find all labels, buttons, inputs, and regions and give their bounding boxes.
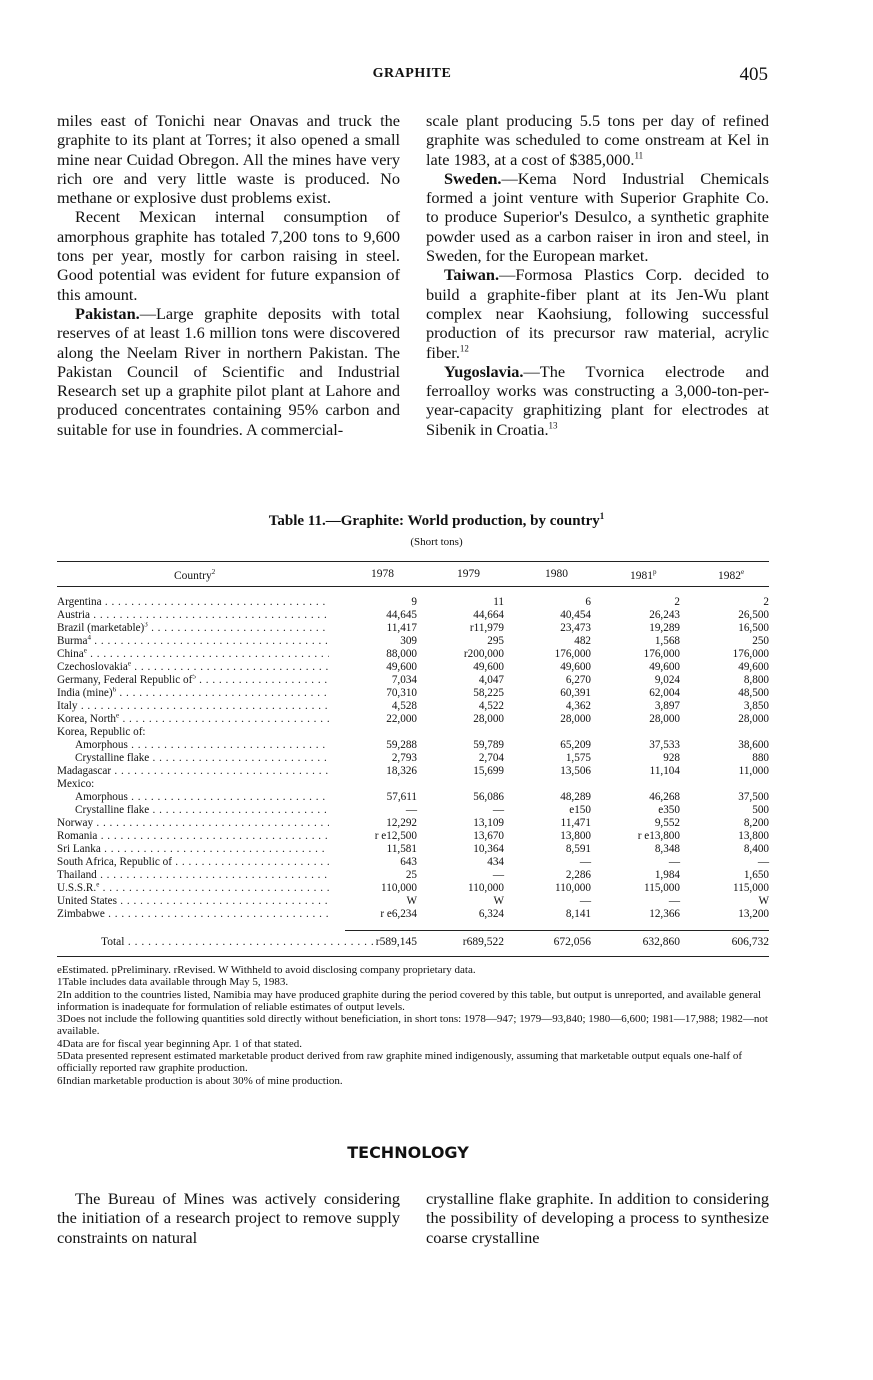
table-cell: 2,793: [391, 752, 417, 764]
section-run-in-head: Taiwan.: [444, 265, 500, 285]
table-cell: 8,800: [743, 674, 769, 686]
table-row: [57, 596, 769, 609]
table-cell: 295: [487, 635, 504, 647]
table-footnotes: [57, 964, 769, 1087]
table-cell: 60,391: [560, 687, 591, 699]
table-cell: 11,000: [738, 765, 769, 777]
table-row: [57, 635, 769, 648]
table-cell: 13,800: [738, 830, 769, 842]
paragraph-yugoslavia: Yugoslavia.—The Tvornica electrode and ferroalloy works was constructing a 3,000-ton-per-year-capacity graphitizing plant for electrodes at Sibenik in Croatia.$^{13}$: [426, 361, 769, 439]
section-run-in-head: Yugoslavia.: [444, 361, 524, 381]
footnote-1: 1Table includes data available through May 5, 1983.: [57, 976, 289, 989]
country-name: Brazil (marketable)$^3$ . . .: [57, 622, 329, 635]
table-cell: r e12,500: [374, 830, 417, 842]
table-cell: 110,000: [381, 882, 417, 894]
table-cell: 13,800: [560, 830, 591, 842]
table-cell: 49,600: [738, 661, 769, 673]
table-cell: 49,600: [386, 661, 417, 673]
paragraph: scale plant producing 5.5 tons per day of refined graphite was scheduled to come onstream at Kel in late 1983, at a cost of $385,000.11: [426, 111, 769, 169]
table-cell: 176,000: [732, 648, 769, 660]
country-name: Madagascar . . .: [57, 765, 329, 778]
table-row: [57, 908, 769, 921]
table-cell: 9: [411, 596, 417, 608]
table-cell: e350: [658, 804, 680, 816]
table-cell: r200,000: [463, 648, 504, 660]
table-cell: 44,664: [473, 609, 504, 621]
table-cell: 4,362: [565, 700, 591, 712]
body-column-right: [426, 111, 769, 439]
total-label: Total . . .: [101, 936, 373, 949]
table-cell: 434: [487, 856, 504, 868]
table-cell: r589,145: [375, 936, 417, 948]
footnote-4: 4Data are for fiscal year beginning Apr. 1 of that stated.: [57, 1037, 302, 1050]
table-cell: 8,200: [743, 817, 769, 829]
section-run-in-head: Pakistan.: [75, 303, 140, 323]
country-name: Italy . . .: [57, 700, 329, 713]
total-rule: [345, 930, 769, 931]
table-cell: 110,000: [468, 882, 504, 894]
footnote-2: 2In addition to the countries listed, Namibia may have produced graphite during the period covered by this table, but output is unreported, and available general information is inadequate for formulation of reliable estimates of output levels.: [57, 988, 762, 1013]
table-cell: 176,000: [643, 648, 680, 660]
table-cell: 49,600: [649, 661, 680, 673]
table-row: [57, 869, 769, 882]
table-cell: 13,506: [560, 765, 591, 777]
country-name: Norway . . .: [57, 817, 329, 830]
table-title: Table 11.—Graphite: World production, by country$^1$: [268, 511, 605, 529]
column-header-1978: 1978: [371, 568, 394, 580]
column-header-1980: 1980: [545, 568, 568, 580]
body-column-right: [426, 1189, 769, 1247]
table-row: [57, 674, 769, 687]
table-cell: 11,417: [386, 622, 417, 634]
country-name: Crystalline flake . . .: [75, 752, 329, 765]
footnote-3: 3Does not include the following quantities sold directly without beneficiation, in short tons: 1978—947; 1979—93,840; 1980—6,600; 1981—17,988; 1982—not available.: [57, 1013, 768, 1038]
table-row: [57, 778, 769, 791]
table-cell: 928: [663, 752, 680, 764]
table-cell: 11: [493, 596, 504, 608]
table-cell: 115,000: [644, 882, 680, 894]
table-cell: 26,243: [649, 609, 680, 621]
table-cell: 3,897: [654, 700, 680, 712]
table-cell: 1,575: [565, 752, 591, 764]
table-row: [57, 856, 769, 869]
footnote-5: 5Data presented represent estimated marketable product derived from raw graphite mined indigenously, assuming that marketable output equals one-half of officially reported raw graphite production.: [57, 1050, 743, 1075]
table-cell: 8,400: [743, 843, 769, 855]
country-name: Thailand . . .: [57, 869, 329, 882]
table-cell: 28,000: [649, 713, 680, 725]
table-cell: 11,471: [560, 817, 591, 829]
footnote-ref: 13: [548, 420, 558, 431]
table-cell: 38,600: [738, 739, 769, 751]
table-cell: W: [758, 895, 769, 907]
table-cell: 65,209: [560, 739, 591, 751]
table-row: [57, 765, 769, 778]
table-cell: —: [579, 895, 591, 907]
table-cell: 59,288: [386, 739, 417, 751]
table-row: [57, 895, 769, 908]
table-cell: 2,286: [565, 869, 591, 881]
country-name: China$^e$ . . .: [57, 648, 329, 661]
table-row: [57, 817, 769, 830]
country-name: Germany, Federal Republic $of^5$ . . .: [57, 674, 329, 687]
table-cell: 48,500: [738, 687, 769, 699]
table-cell: 57,611: [386, 791, 417, 803]
body-column-left: [57, 111, 400, 439]
table-cell: 12,292: [386, 817, 417, 829]
country-name: South Africa, Republic of . . .: [57, 856, 329, 869]
table-cell: W: [493, 895, 504, 907]
table-cell: 48,289: [560, 791, 591, 803]
table-row: [57, 726, 769, 739]
table-cell: 250: [752, 635, 769, 647]
table-cell: 28,000: [738, 713, 769, 725]
table-cell: 16,500: [738, 622, 769, 634]
body-text-bottom: [57, 1189, 769, 1247]
table-cell: r e13,800: [637, 830, 680, 842]
table-cell: W: [406, 895, 417, 907]
table-cell: 12,366: [649, 908, 680, 920]
column-header-1979: 1979: [457, 568, 480, 580]
table-cell: 10,364: [473, 843, 504, 855]
table-row: [57, 882, 769, 895]
table-row: [57, 843, 769, 856]
table-header-rule: [57, 586, 769, 587]
table-cell: 8,591: [565, 843, 591, 855]
country-name: United States . . .: [57, 895, 329, 908]
table-row: [57, 700, 769, 713]
table-cell: 1,568: [654, 635, 680, 647]
table-cell: 2: [763, 596, 769, 608]
table-row: [57, 609, 769, 622]
table-cell: 70,310: [386, 687, 417, 699]
column-header-1981: 1981$^p$: [630, 568, 657, 582]
body-text-top: [57, 111, 769, 439]
table-cell: —: [492, 804, 504, 816]
table-cell: 13,109: [473, 817, 504, 829]
country-name: Korea, North$^e$ . . .: [57, 713, 329, 726]
country-name: Zimbabwe . . .: [57, 908, 329, 921]
table-cell: e150: [569, 804, 591, 816]
table-row-total: [57, 936, 769, 949]
table-cell: 2: [674, 596, 680, 608]
table-row: [57, 791, 769, 804]
table-cell: 4,528: [391, 700, 417, 712]
table-cell: 6: [585, 596, 591, 608]
table-row: [57, 752, 769, 765]
table-cell: 11,581: [386, 843, 417, 855]
table-top-rule: [57, 561, 769, 562]
country-name: Romania . . .: [57, 830, 329, 843]
footnote-ref: 12: [459, 343, 469, 354]
table-cell: 28,000: [560, 713, 591, 725]
table-cell: 13,200: [738, 908, 769, 920]
country-name: Austria . . .: [57, 609, 329, 622]
country-name: Mexico:: [57, 778, 95, 790]
table-row: [57, 830, 769, 843]
table-row: [57, 661, 769, 674]
table-cell: 88,000: [386, 648, 417, 660]
table-cell: 8,141: [565, 908, 591, 920]
table-cell: 309: [400, 635, 417, 647]
table-row: [57, 713, 769, 726]
paragraph-sweden: Sweden.—Kema Nord Industrial Chemicals formed a joint venture with Superior Graphite Co. to produce Superior's Desulco, a synthetic graphite powder used as a carbon raiser in iron and steel, in Sweden, for the European market.: [426, 168, 769, 266]
table-cell: 6,324: [478, 908, 504, 920]
table-row: [57, 648, 769, 661]
country-name: Crystalline flake . . .: [75, 804, 329, 817]
table-cell: 9,024: [654, 674, 680, 686]
table-cell: 18,326: [386, 765, 417, 777]
table-cell: 9,552: [654, 817, 680, 829]
table-cell: 26,500: [738, 609, 769, 621]
table-cell: 4,047: [478, 674, 504, 686]
table-cell: 1,650: [743, 869, 769, 881]
footnote-ref: 11: [634, 150, 644, 161]
country-name: Argentina . . .: [57, 596, 329, 609]
running-head: GRAPHITE: [372, 66, 452, 81]
footnote-legend: eEstimated. pPreliminary. rRevised. W Withheld to avoid disclosing company proprietary data.: [57, 964, 476, 976]
section-run-in-head: Sweden.: [444, 168, 502, 188]
table-cell: 176,000: [554, 648, 591, 660]
table-cell: r e6,234: [380, 908, 417, 920]
column-header-country: Country$^2$: [174, 568, 216, 582]
table-row: [57, 622, 769, 635]
country-name: Czechoslovakia$^e$ . . .: [57, 661, 329, 674]
table-cell: 28,000: [473, 713, 504, 725]
footnote-6: 6Indian marketable production is about 30% of mine production.: [57, 1074, 343, 1087]
country-name: Amorphous . . .: [75, 739, 329, 752]
paragraph-taiwan: Taiwan.—Formosa Plastics Corp. decided to build a graphite-fiber plant at its Jen-Wu plant complex near Kaohsiung, following successful production of its precursor raw material, acrylic fiber.$^{12}$: [426, 265, 769, 362]
table-bottom-rule: [57, 956, 769, 957]
paragraph: crystalline flake graphite. In addition to considering the possibility of developing a process to synthesize coarse crystalline: [426, 1189, 769, 1247]
country-name: India $(\min e)^6$ . . .: [57, 687, 329, 700]
table-cell: —: [579, 856, 591, 868]
column-header-1982: 1982e: [718, 568, 745, 582]
table-cell: —: [668, 895, 680, 907]
body-column-left: [57, 1189, 400, 1247]
country-name: Korea, Republic of:: [57, 726, 146, 738]
table-cell: 880: [752, 752, 769, 764]
paragraph: The Bureau of Mines was actively considering the initiation of a research project to remove supply constraints on natural: [57, 1189, 400, 1247]
table-cell: 25: [405, 869, 417, 881]
table-cell: 40,454: [560, 609, 591, 621]
table-cell: —: [492, 869, 504, 881]
table-row: [57, 739, 769, 752]
table-cell: 23,473: [560, 622, 591, 634]
table-cell: 606,732: [731, 936, 769, 948]
table-cell: 110,000: [555, 882, 591, 894]
table-cell: r689,522: [462, 936, 504, 948]
table-cell: 4,522: [478, 700, 504, 712]
paragraph-pakistan: Pakistan.—Large graphite deposits with total reserves of at least 1.6 million tons were discovered along the Neelam River in northern Pakistan. The Pakistan Council of Scientific and Industrial Research set up a graphite pilot plant at Lahore and produced concentrates containing 95% carbon and suitable for use in foundries. A commercial-: [57, 303, 400, 439]
table-cell: 49,600: [560, 661, 591, 673]
table-cell: 19,289: [649, 622, 680, 634]
page-header: [56, 64, 768, 86]
table-cell: 1,984: [654, 869, 680, 881]
country-name: Amorphous . . .: [75, 791, 329, 804]
table-cell: 2,704: [478, 752, 504, 764]
paragraph: Recent Mexican internal consumption of amorphous graphite has totaled 7,200 tons to 9,600 tons per year, mostly for carbon raising in steel. Good potential was evident for future expansion of this amount.: [57, 207, 400, 304]
table-cell: 115,000: [733, 882, 769, 894]
table-cell: 632,860: [642, 936, 680, 948]
country-name: Sri Lanka . . .: [57, 843, 329, 856]
table-cell: 56,086: [473, 791, 504, 803]
paragraph: miles east of Tonichi near Onavas and truck the graphite to its plant at Torres; it also opened a small mine near Cuidad Obregon. All the mines have very rich ore and very little waste is produced. No methane or explosive dust problems exist.: [57, 111, 400, 208]
table-cell: 3,850: [743, 700, 769, 712]
table-cell: 6,270: [565, 674, 591, 686]
table-cell: 500: [752, 804, 769, 816]
page-number: 405: [739, 64, 768, 85]
table-cell: 482: [574, 635, 591, 647]
table-subtitle: (Short tons): [410, 536, 463, 548]
table-cell: 37,533: [649, 739, 680, 751]
country-name: U.S.S.R.$^e$ . . .: [57, 882, 329, 895]
table-cell: 49,600: [473, 661, 504, 673]
table-cell: 58,225: [473, 687, 504, 699]
table-cell: 7,034: [391, 674, 417, 686]
table-row: [57, 804, 769, 817]
table-cell: 22,000: [386, 713, 417, 725]
table-cell: 643: [400, 856, 417, 868]
table-cell: —: [405, 804, 417, 816]
table-cell: 46,268: [649, 791, 680, 803]
table-cell: —: [757, 856, 769, 868]
table-cell: 44,645: [386, 609, 417, 621]
section-heading-technology: TECHNOLOGY: [347, 1143, 469, 1162]
table-cell: —: [668, 856, 680, 868]
table-cell: 62,004: [649, 687, 680, 699]
table-cell: 37,500: [738, 791, 769, 803]
country-name: Burma$^4$ . . .: [57, 635, 329, 648]
table-cell: 672,056: [553, 936, 591, 948]
table-cell: 8,348: [654, 843, 680, 855]
table-cell: 13,670: [473, 830, 504, 842]
table-cell: 11,104: [649, 765, 680, 777]
table-cell: 59,789: [473, 739, 504, 751]
table-cell: 15,699: [473, 765, 504, 777]
table-cell: r11,979: [469, 622, 504, 634]
table-row: [57, 687, 769, 700]
